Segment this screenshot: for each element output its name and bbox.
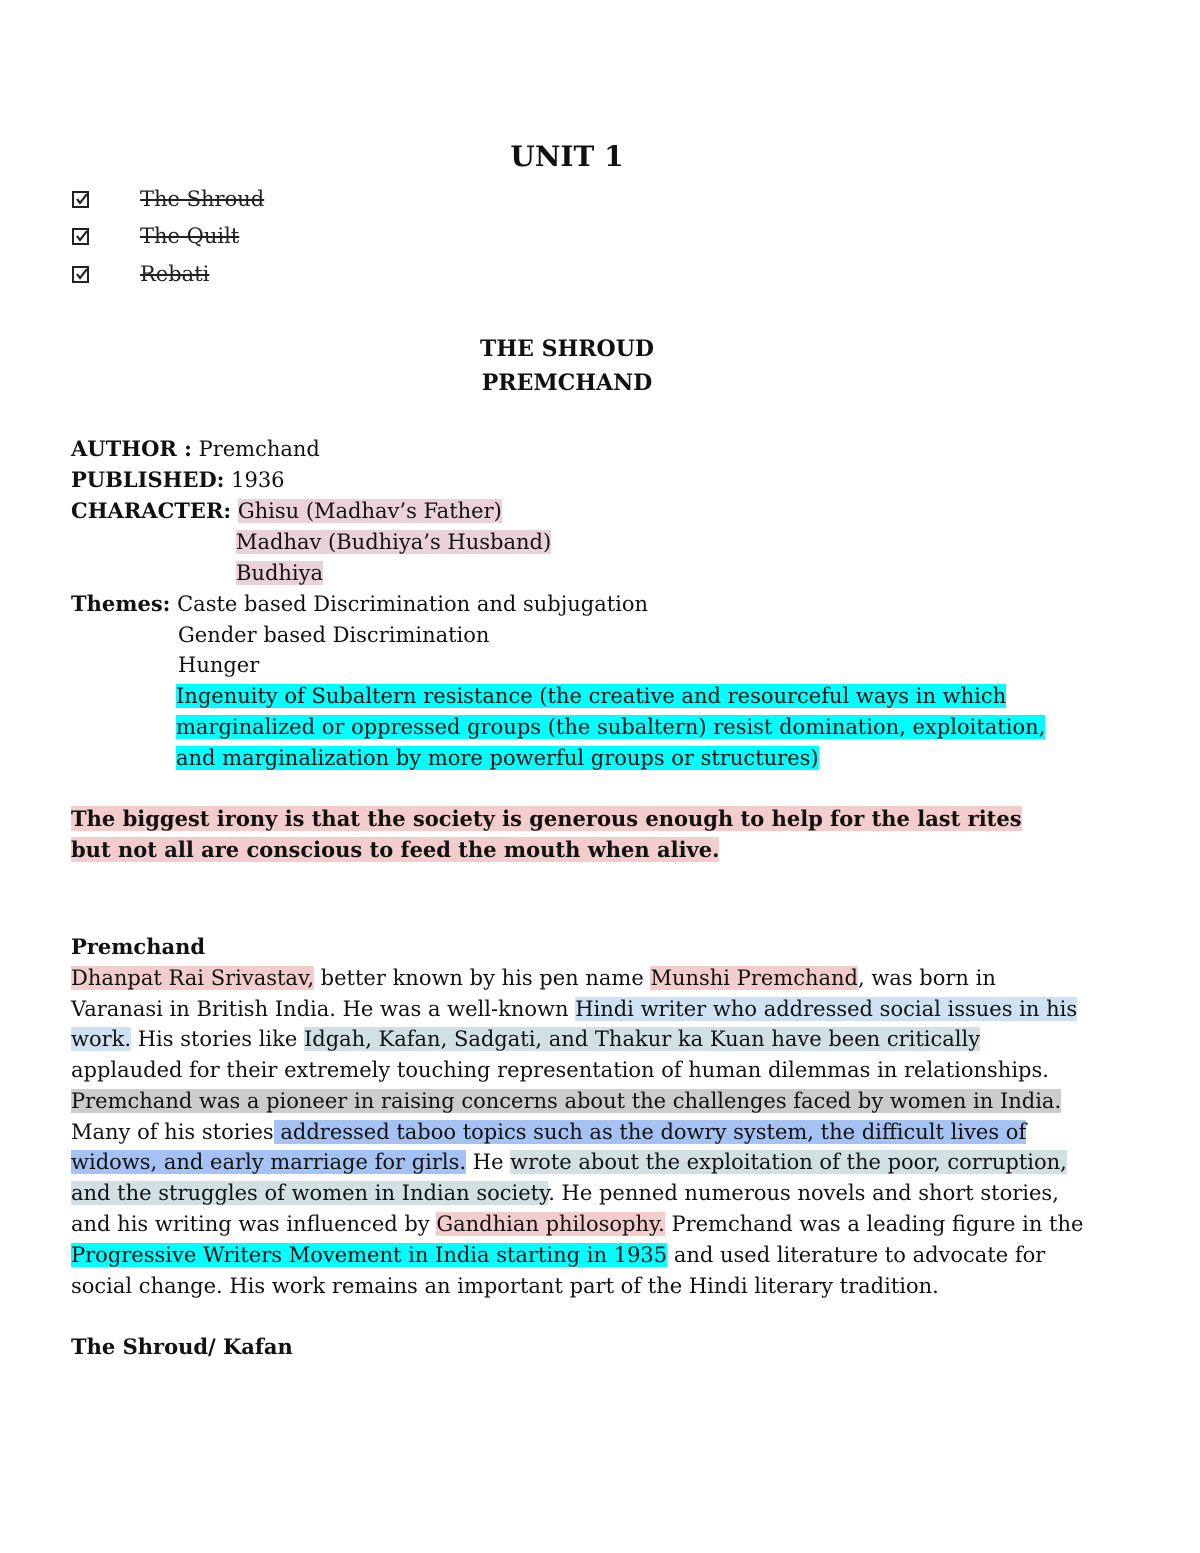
theme-highlight-line: marginalized or oppressed groups (the subaltern) resist domination, exploitation, bbox=[176, 715, 1046, 739]
paragraph-line: widows, and early marriage for girls. He wrote about the exploitation of the poor, corruption, bbox=[71, 1150, 1067, 1174]
paragraph-line: Varanasi in British India. He was a well-known Hindi writer who addressed social issues in his bbox=[71, 997, 1078, 1021]
paragraph-line: applauded for their extremely touching representation of human dilemmas in relationships. bbox=[71, 1058, 1049, 1082]
published-value: 1936 bbox=[224, 468, 285, 492]
checkbox-checked-icon[interactable] bbox=[72, 228, 89, 245]
theme-item: Caste based Discrimination and subjugation bbox=[177, 592, 649, 616]
theme-highlight-line: Ingenuity of Subaltern resistance (the creative and resourceful ways in which bbox=[176, 684, 1007, 708]
author-value: Premchand bbox=[191, 437, 320, 461]
author-label: AUTHOR : bbox=[71, 436, 192, 461]
irony-line: but not all are conscious to feed the mouth when alive. bbox=[71, 837, 720, 862]
published-line bbox=[71, 465, 285, 495]
published-label: PUBLISHED: bbox=[71, 467, 225, 492]
checkbox-checked-icon[interactable] bbox=[72, 266, 89, 283]
story-author: PREMCHAND bbox=[481, 370, 653, 396]
story-title: THE SHROUD bbox=[480, 336, 654, 362]
irony-line: The biggest irony is that the society is generous enough to help for the last rites bbox=[71, 806, 1022, 831]
paragraph-line: Many of his stories addressed taboo topics such as the dowry system, the difficult lives of bbox=[71, 1120, 1027, 1144]
paragraph-line: social change. His work remains an important part of the Hindi literary tradition. bbox=[71, 1274, 939, 1298]
character-ghisu: Ghisu (Madhav’s Father) bbox=[237, 499, 502, 523]
checklist-label: The Quilt bbox=[140, 224, 240, 248]
paragraph-line: Dhanpat Rai Srivastav, better known by his pen name Munshi Premchand, was born in bbox=[71, 966, 996, 990]
character-label: CHARACTER: bbox=[71, 498, 232, 523]
themes-label: Themes: bbox=[71, 591, 171, 616]
premchand-heading: Premchand bbox=[71, 934, 206, 959]
shroud-kafan-heading: The Shroud/ Kafan bbox=[71, 1334, 293, 1359]
unit-title: UNIT 1 bbox=[510, 140, 624, 173]
character-madhav-line bbox=[236, 527, 551, 557]
author-line bbox=[71, 434, 320, 464]
paragraph-line: and his writing was influenced by Gandhian philosophy. Premchand was a leading figure in the bbox=[71, 1212, 1084, 1236]
paragraph-line: and the struggles of women in Indian society. He penned numerous novels and short stories, bbox=[71, 1181, 1059, 1205]
checklist-label: The Shroud bbox=[140, 187, 265, 211]
theme-item: Gender based Discrimination bbox=[178, 623, 490, 647]
character-budhiya: Budhiya bbox=[236, 561, 324, 585]
character-line bbox=[71, 496, 502, 526]
themes-line bbox=[71, 589, 648, 619]
character-madhav: Madhav (Budhiya’s Husband) bbox=[236, 530, 552, 554]
paragraph-line: Progressive Writers Movement in India starting in 1935 and used literature to advocate for bbox=[71, 1243, 1046, 1267]
character-budhiya-line bbox=[236, 558, 323, 588]
checkbox-checked-icon[interactable] bbox=[72, 191, 89, 208]
paragraph-line: Premchand was a pioneer in raising concerns about the challenges faced by women in India. bbox=[71, 1089, 1062, 1113]
paragraph-line: work. His stories like Idgah, Kafan, Sadgati, and Thakur ka Kuan have been critically bbox=[71, 1027, 981, 1051]
theme-item: Hunger bbox=[178, 653, 260, 677]
theme-highlight-line: and marginalization by more powerful groups or structures) bbox=[176, 746, 819, 770]
checklist-label: Rebati bbox=[140, 262, 210, 286]
